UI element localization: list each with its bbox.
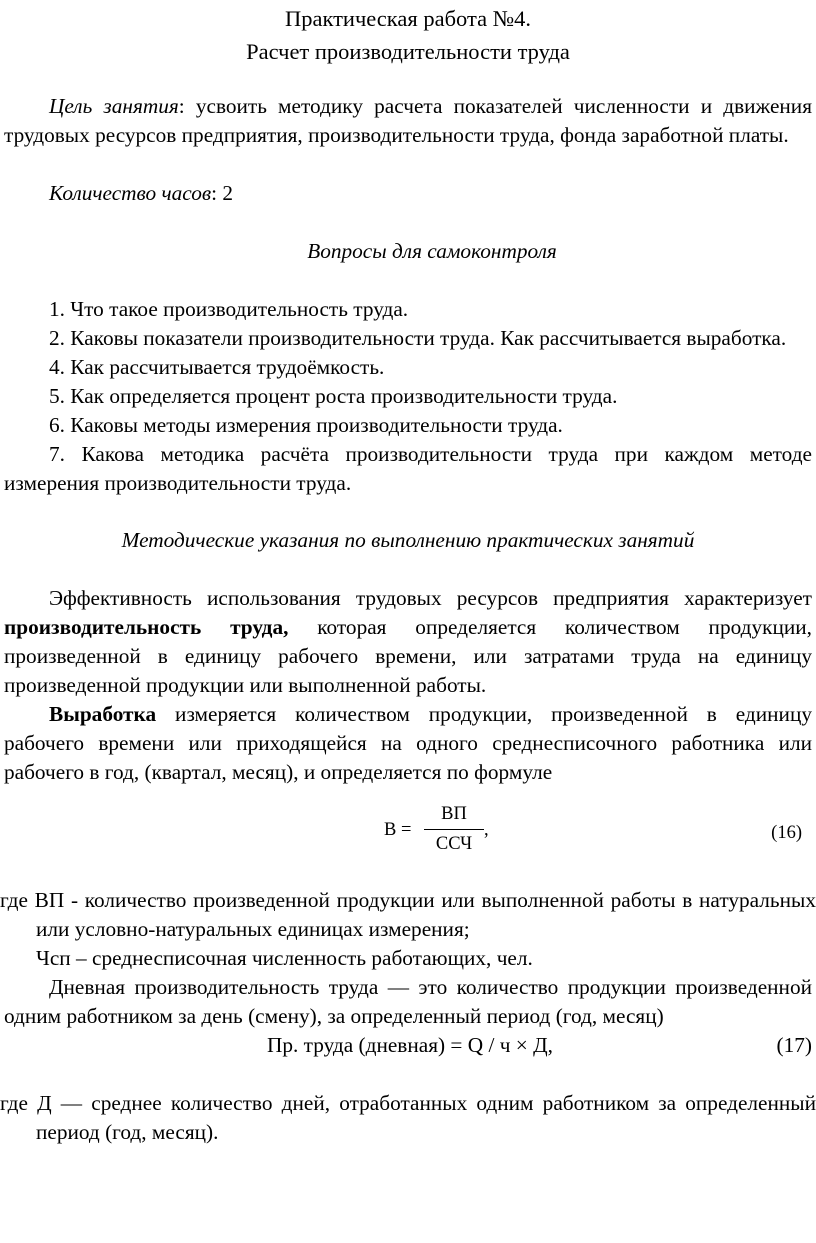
formula-16-number: (16) [771,823,802,843]
fraction-bar [424,829,484,830]
productivity-term: производительность труда, [4,615,289,639]
formula-16 [0,797,816,869]
output-paragraph [0,700,816,787]
questions-heading: Вопросы для самоконтроля [307,239,557,263]
page-title-line1: Практическая работа №4. [284,6,532,31]
question-item: 4. Как рассчитывается трудоёмкость. [49,355,385,379]
goal-paragraph [0,92,816,150]
productivity-text-after: которая определяется количеством продукции, произведенной в единицу рабочего времени, или затратами труда на единицу произведенной продукции или выполненной работы. [4,615,812,697]
formula-17 [0,1031,816,1065]
daily-productivity-paragraph: Дневная производительность труда — это количество продукции произведенной одним работником за день (смену), за определенный период (год, месяц) [4,975,812,1028]
formula-16-denominator: ССЧ [435,834,473,854]
productivity-paragraph [0,584,816,700]
productivity-text-before: Эффективность использования трудовых ресурсов предприятия характеризует [49,586,812,610]
goal-text: : усвоить методику расчета показателей численности и движения трудовых ресурсов предприятия, производительности труда, фонда заработной платы. [4,94,812,147]
formula-16-numerator: ВП [441,804,467,824]
definition-d: где Д — среднее количество дней, отработанных одним работником за определенный период (год, месяц). [0,1091,816,1144]
question-item: 5. Как определяется процент роста производительности труда. [49,384,618,408]
hours-text: : 2 [211,181,233,205]
question-item: 7. Какова методика расчёта производительности труда при каждом методе измерения производительности труда. [4,442,812,495]
output-term: Выработка [49,702,157,726]
guidelines-heading: Методические указания по выполнению практических занятий [121,528,695,552]
goal-label: Цель занятия [49,94,179,118]
formula-17-number: (17) [776,1033,812,1057]
hours-label: Количество часов [49,181,212,205]
question-item: 1. Что такое производительность труда. [49,297,409,321]
question-item: 2. Каковы показатели производительности труда. Как рассчитывается выработка. [49,326,787,350]
formula-17-expression: Пр. труда (дневная) = Q / ч × Д, [267,1033,553,1057]
question-item: 6. Каковы методы измерения производительности труда. [49,413,563,437]
output-text: измеряется количеством продукции, произведенной в единицу рабочего времени или приходящейся на одного среднесписочного работника или рабочего в год, (квартал, месяц), и определяется по формуле [4,702,812,784]
formula-16-lhs: В = [384,820,412,840]
definition-vp: где ВП - количество произведенной продукции или выполненной работы в натуральных или условно-натуральных единицах измерения; [0,888,816,941]
hours-paragraph [0,179,816,208]
formula-16-comma: , [484,820,489,840]
page-title-line2: Расчет производительности труда [246,39,570,64]
definition-csp: Чсп – среднесписочная численность работающих, чел. [36,946,533,970]
